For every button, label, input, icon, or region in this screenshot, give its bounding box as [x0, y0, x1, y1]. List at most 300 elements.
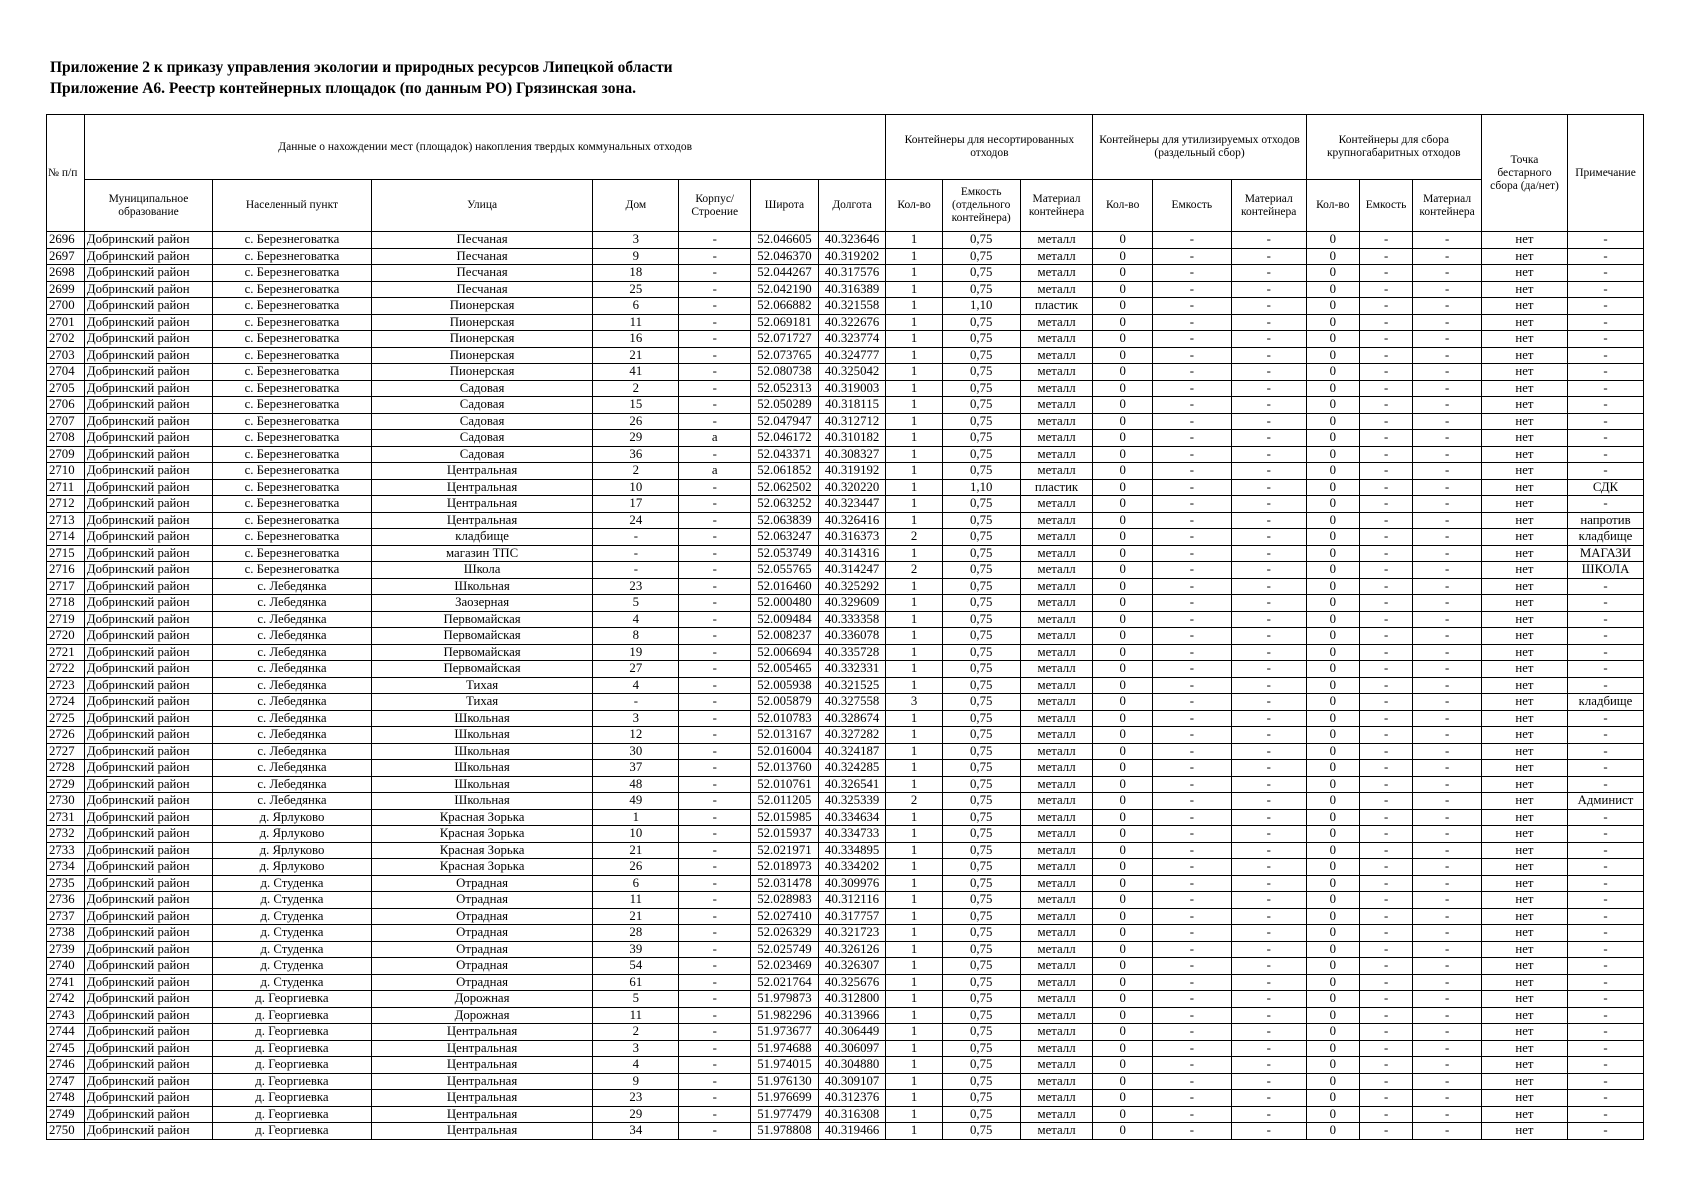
unsorted-capacity-cell: 0,75 — [942, 545, 1020, 562]
longitude-cell: 40.325292 — [818, 578, 886, 595]
bagless-cell: нет — [1481, 1106, 1567, 1123]
longitude-cell: 40.312376 — [818, 1090, 886, 1107]
recycled-material-cell: - — [1231, 380, 1306, 397]
street-cell: Первомайская — [371, 644, 592, 661]
longitude-cell: 40.332331 — [818, 661, 886, 678]
unsorted-capacity-cell: 0,75 — [942, 760, 1020, 777]
unsorted-group-header: Контейнеры для несортированных отходов — [886, 115, 1093, 180]
recycled-capacity-cell: - — [1152, 265, 1231, 282]
bagless-cell: нет — [1481, 331, 1567, 348]
house-cell: 54 — [593, 958, 679, 975]
num-cell: 2733 — [47, 842, 85, 859]
house-cell: 5 — [593, 991, 679, 1008]
building-cell: - — [679, 364, 751, 381]
municipality-cell: Добринский район — [84, 578, 212, 595]
unsorted-count-cell: 1 — [886, 413, 942, 430]
num-cell: 2732 — [47, 826, 85, 843]
building-cell: - — [679, 545, 751, 562]
unsorted-capacity-cell: 0,75 — [942, 265, 1020, 282]
bulky-count-cell: 0 — [1306, 710, 1359, 727]
unsorted-count-cell: 1 — [886, 1073, 942, 1090]
street-cell: Школьная — [371, 776, 592, 793]
bulky-material-cell: - — [1413, 248, 1482, 265]
notes-cell: - — [1568, 1073, 1644, 1090]
street-cell: Песчаная — [371, 265, 592, 282]
recycled-material-cell: - — [1231, 463, 1306, 480]
num-cell: 2730 — [47, 793, 85, 810]
recycled-capacity-cell: - — [1152, 859, 1231, 876]
bulky-material-cell: - — [1413, 776, 1482, 793]
unsorted-count-cell: 1 — [886, 1090, 942, 1107]
municipality-cell: Добринский район — [84, 1073, 212, 1090]
bulky-count-cell: 0 — [1306, 314, 1359, 331]
unsorted-count-cell: 1 — [886, 743, 942, 760]
num-cell: 2740 — [47, 958, 85, 975]
table-row — [47, 430, 1644, 447]
latitude-cell: 51.973677 — [751, 1024, 819, 1041]
notes-cell: - — [1568, 595, 1644, 612]
settlement-cell: с. Лебедянка — [213, 644, 372, 661]
longitude-cell: 40.321558 — [818, 298, 886, 315]
house-cell: 8 — [593, 628, 679, 645]
longitude-cell: 40.334895 — [818, 842, 886, 859]
unsorted-material-cell: металл — [1020, 1024, 1093, 1041]
recycled-count-cell: 0 — [1093, 314, 1152, 331]
table-row — [47, 595, 1644, 612]
building-cell: - — [679, 760, 751, 777]
street-header: Улица — [371, 180, 592, 232]
recycled-material-cell: - — [1231, 1007, 1306, 1024]
recycled-count-cell: 0 — [1093, 859, 1152, 876]
notes-cell: - — [1568, 842, 1644, 859]
house-cell: 2 — [593, 380, 679, 397]
recycled-capacity-cell: - — [1152, 512, 1231, 529]
bagless-cell: нет — [1481, 430, 1567, 447]
house-cell: - — [593, 562, 679, 579]
bagless-cell: нет — [1481, 1123, 1567, 1140]
bulky-capacity-cell: - — [1359, 347, 1412, 364]
num-cell: 2726 — [47, 727, 85, 744]
recycled-count-cell: 0 — [1093, 628, 1152, 645]
recycled-material-cell: - — [1231, 1057, 1306, 1074]
municipality-cell: Добринский район — [84, 446, 212, 463]
recycled-material-cell: - — [1231, 859, 1306, 876]
unsorted-material-cell: металл — [1020, 331, 1093, 348]
unsorted-count-cell: 1 — [886, 661, 942, 678]
recycled-count-cell: 0 — [1093, 512, 1152, 529]
street-cell: Отрадная — [371, 908, 592, 925]
recycled-capacity-cell: - — [1152, 941, 1231, 958]
bagless-cell: нет — [1481, 661, 1567, 678]
unsorted-material-cell: металл — [1020, 661, 1093, 678]
unsorted-count-cell: 1 — [886, 760, 942, 777]
house-cell: 6 — [593, 298, 679, 315]
unsorted-count-cell: 1 — [886, 1024, 942, 1041]
house-cell: 29 — [593, 1106, 679, 1123]
bulky-material-cell: - — [1413, 347, 1482, 364]
settlement-cell: д. Ярлуково — [213, 826, 372, 843]
latitude-cell: 52.021971 — [751, 842, 819, 859]
recycled-capacity-cell: - — [1152, 1106, 1231, 1123]
settlement-cell: д. Студенка — [213, 925, 372, 942]
unsorted-capacity-cell: 0,75 — [942, 611, 1020, 628]
settlement-cell: с. Лебедянка — [213, 760, 372, 777]
num-cell: 2704 — [47, 364, 85, 381]
recycled-count-cell: 0 — [1093, 1106, 1152, 1123]
bulky-count-cell: 0 — [1306, 908, 1359, 925]
latitude-cell: 52.062502 — [751, 479, 819, 496]
house-cell: - — [593, 545, 679, 562]
bulky-count-cell: 0 — [1306, 1040, 1359, 1057]
bulky-capacity-cell: - — [1359, 859, 1412, 876]
street-cell: Центральная — [371, 1123, 592, 1140]
num-cell: 2735 — [47, 875, 85, 892]
latitude-cell: 52.013760 — [751, 760, 819, 777]
recycled-material-cell: - — [1231, 892, 1306, 909]
notes-cell: СДК — [1568, 479, 1644, 496]
unsorted-material-cell: пластик — [1020, 479, 1093, 496]
table-row — [47, 661, 1644, 678]
building-cell: - — [679, 809, 751, 826]
notes-cell: - — [1568, 1090, 1644, 1107]
bulky-capacity-cell: - — [1359, 380, 1412, 397]
bulky-material-cell: - — [1413, 1040, 1482, 1057]
unsorted-capacity-cell: 0,75 — [942, 496, 1020, 513]
bulky-count-cell: 0 — [1306, 842, 1359, 859]
latitude-cell: 52.046172 — [751, 430, 819, 447]
table-row — [47, 710, 1644, 727]
unsorted-material-cell: металл — [1020, 892, 1093, 909]
street-cell: Садовая — [371, 430, 592, 447]
recycled-count-cell: 0 — [1093, 760, 1152, 777]
street-cell: Центральная — [371, 1073, 592, 1090]
house-cell: 9 — [593, 248, 679, 265]
recycled-count-cell: 0 — [1093, 1040, 1152, 1057]
recycled-capacity-cell: - — [1152, 281, 1231, 298]
street-cell: Песчаная — [371, 232, 592, 249]
municipality-cell: Добринский район — [84, 232, 212, 249]
bulky-capacity-cell: - — [1359, 1106, 1412, 1123]
house-cell: 24 — [593, 512, 679, 529]
street-cell: Первомайская — [371, 628, 592, 645]
unsorted-count-cell: 1 — [886, 512, 942, 529]
table-row — [47, 694, 1644, 711]
municipality-cell: Добринский район — [84, 859, 212, 876]
table-row — [47, 644, 1644, 661]
recycled-count-cell: 0 — [1093, 413, 1152, 430]
bulky-count-cell: 0 — [1306, 578, 1359, 595]
latitude-cell: 52.005938 — [751, 677, 819, 694]
building-cell: - — [679, 1057, 751, 1074]
building-cell: - — [679, 578, 751, 595]
table-row — [47, 463, 1644, 480]
recycled-count-cell: 0 — [1093, 1123, 1152, 1140]
municipality-cell: Добринский район — [84, 1007, 212, 1024]
bulky-material-cell: - — [1413, 859, 1482, 876]
longitude-cell: 40.334634 — [818, 809, 886, 826]
longitude-cell: 40.312712 — [818, 413, 886, 430]
municipality-cell: Добринский район — [84, 826, 212, 843]
num-cell: 2701 — [47, 314, 85, 331]
unsorted-count-cell: 1 — [886, 859, 942, 876]
street-cell: Школьная — [371, 760, 592, 777]
municipality-cell: Добринский район — [84, 809, 212, 826]
bulky-capacity-cell: - — [1359, 875, 1412, 892]
unsorted-capacity-cell: 0,75 — [942, 578, 1020, 595]
recycled-count-cell: 0 — [1093, 826, 1152, 843]
bulky-count-cell: 0 — [1306, 248, 1359, 265]
recycled-count-cell: 0 — [1093, 545, 1152, 562]
bulky-count-cell: 0 — [1306, 677, 1359, 694]
bagless-cell: нет — [1481, 628, 1567, 645]
building-cell: - — [679, 595, 751, 612]
table-row — [47, 677, 1644, 694]
notes-cell: - — [1568, 941, 1644, 958]
house-cell: 37 — [593, 760, 679, 777]
unsorted-count-cell: 1 — [886, 875, 942, 892]
bulky-capacity-cell: - — [1359, 545, 1412, 562]
unsorted-count-cell: 1 — [886, 710, 942, 727]
building-cell: - — [679, 991, 751, 1008]
bagless-cell: нет — [1481, 958, 1567, 975]
bulky-count-cell: 0 — [1306, 595, 1359, 612]
num-cell: 2749 — [47, 1106, 85, 1123]
municipality-cell: Добринский район — [84, 875, 212, 892]
bulky-material-cell: - — [1413, 1057, 1482, 1074]
municipality-cell: Добринский район — [84, 842, 212, 859]
unsorted-material-cell: металл — [1020, 248, 1093, 265]
municipality-cell: Добринский район — [84, 694, 212, 711]
table-row — [47, 925, 1644, 942]
settlement-cell: с. Лебедянка — [213, 578, 372, 595]
num-cell: 2706 — [47, 397, 85, 414]
bulky-capacity-cell: - — [1359, 611, 1412, 628]
house-cell: 23 — [593, 578, 679, 595]
recycled-material-cell: - — [1231, 776, 1306, 793]
recycled-count-cell: 0 — [1093, 232, 1152, 249]
municipality-cell: Добринский район — [84, 925, 212, 942]
latitude-cell: 52.069181 — [751, 314, 819, 331]
unsorted-capacity-cell: 0,75 — [942, 413, 1020, 430]
latitude-cell: 52.009484 — [751, 611, 819, 628]
bagless-cell: нет — [1481, 991, 1567, 1008]
latitude-cell: 51.982296 — [751, 1007, 819, 1024]
num-cell: 2710 — [47, 463, 85, 480]
recycled-count-cell: 0 — [1093, 958, 1152, 975]
latitude-cell: 52.044267 — [751, 265, 819, 282]
recycled-material-cell: - — [1231, 1073, 1306, 1090]
unsorted-material-cell: металл — [1020, 842, 1093, 859]
bulky-count-cell: 0 — [1306, 413, 1359, 430]
building-cell: - — [679, 413, 751, 430]
bagless-cell: нет — [1481, 875, 1567, 892]
settlement-cell: с. Березнеговатка — [213, 446, 372, 463]
recycled-capacity-cell: - — [1152, 397, 1231, 414]
recycled-material-cell: - — [1231, 842, 1306, 859]
settlement-cell: с. Лебедянка — [213, 694, 372, 711]
street-cell: Центральная — [371, 512, 592, 529]
longitude-cell: 40.316373 — [818, 529, 886, 546]
building-cell: - — [679, 248, 751, 265]
longitude-cell: 40.317576 — [818, 265, 886, 282]
num-cell: 2731 — [47, 809, 85, 826]
bagless-cell: нет — [1481, 892, 1567, 909]
bagless-cell: нет — [1481, 710, 1567, 727]
recycled-capacity-cell: - — [1152, 760, 1231, 777]
unsorted-count-cell: 2 — [886, 529, 942, 546]
recycled-capacity-cell: - — [1152, 578, 1231, 595]
bulky-material-cell: - — [1413, 958, 1482, 975]
latitude-cell: 52.071727 — [751, 331, 819, 348]
bulky-capacity-cell: - — [1359, 529, 1412, 546]
num-cell: 2707 — [47, 413, 85, 430]
bulky-material-cell: - — [1413, 694, 1482, 711]
unsorted-count-cell: 1 — [886, 1040, 942, 1057]
bulky-material-cell: - — [1413, 545, 1482, 562]
settlement-cell: с. Лебедянка — [213, 611, 372, 628]
latitude-cell: 52.015985 — [751, 809, 819, 826]
settlement-cell: с. Березнеговатка — [213, 512, 372, 529]
street-cell: Дорожная — [371, 991, 592, 1008]
notes-cell: - — [1568, 628, 1644, 645]
recycled-count-cell: 0 — [1093, 578, 1152, 595]
longitude-cell: 40.325339 — [818, 793, 886, 810]
num-cell: 2739 — [47, 941, 85, 958]
settlement-cell: с. Березнеговатка — [213, 562, 372, 579]
notes-cell: - — [1568, 413, 1644, 430]
table-row — [47, 248, 1644, 265]
bulky-count-cell: 0 — [1306, 760, 1359, 777]
bagless-cell: нет — [1481, 974, 1567, 991]
table-row — [47, 347, 1644, 364]
latitude-cell: 52.046605 — [751, 232, 819, 249]
building-cell: - — [679, 1090, 751, 1107]
latitude-cell: 52.061852 — [751, 463, 819, 480]
settlement-cell: с. Березнеговатка — [213, 265, 372, 282]
settlement-cell: с. Лебедянка — [213, 661, 372, 678]
unsorted-count-cell: 1 — [886, 974, 942, 991]
table-row — [47, 413, 1644, 430]
street-cell: Школьная — [371, 743, 592, 760]
longitude-cell: 40.326416 — [818, 512, 886, 529]
longitude-cell: 40.309976 — [818, 875, 886, 892]
unsorted-material-cell: металл — [1020, 776, 1093, 793]
table-row — [47, 1073, 1644, 1090]
notes-cell: - — [1568, 314, 1644, 331]
unsorted-capacity-cell: 0,75 — [942, 248, 1020, 265]
bulky-capacity-cell: - — [1359, 727, 1412, 744]
longitude-cell: 40.336078 — [818, 628, 886, 645]
bulky-count-cell: 0 — [1306, 529, 1359, 546]
settlement-cell: с. Березнеговатка — [213, 413, 372, 430]
unsorted-count-cell: 1 — [886, 958, 942, 975]
table-row — [47, 364, 1644, 381]
table-row — [47, 1040, 1644, 1057]
recycled-material-cell: - — [1231, 875, 1306, 892]
recycled-count-cell: 0 — [1093, 265, 1152, 282]
unsorted-capacity-cell: 0,75 — [942, 875, 1020, 892]
latitude-cell: 52.010783 — [751, 710, 819, 727]
title-line-2: Приложение А6. Реестр контейнерных площадок (по данным РО) Грязинская зона. — [50, 80, 636, 97]
notes-cell: - — [1568, 496, 1644, 513]
municipality-cell: Добринский район — [84, 562, 212, 579]
num-cell: 2747 — [47, 1073, 85, 1090]
num-cell: 2722 — [47, 661, 85, 678]
recycled-capacity-cell: - — [1152, 331, 1231, 348]
building-cell: - — [679, 677, 751, 694]
municipality-cell: Добринский район — [84, 281, 212, 298]
unsorted-capacity-cell: 0,75 — [942, 826, 1020, 843]
bulky-material-cell: - — [1413, 644, 1482, 661]
recycled-material-header: Материал контейнера — [1231, 180, 1306, 232]
recycled-count-cell: 0 — [1093, 1007, 1152, 1024]
bagless-cell: нет — [1481, 265, 1567, 282]
bagless-cell: нет — [1481, 842, 1567, 859]
house-cell: 1 — [593, 809, 679, 826]
latitude-cell: 52.066882 — [751, 298, 819, 315]
recycled-capacity-cell: - — [1152, 1057, 1231, 1074]
recycled-capacity-cell: - — [1152, 842, 1231, 859]
building-cell: - — [679, 892, 751, 909]
municipality-cell: Добринский район — [84, 545, 212, 562]
bulky-count-cell: 0 — [1306, 298, 1359, 315]
unsorted-count-cell: 3 — [886, 694, 942, 711]
latitude-cell: 52.046370 — [751, 248, 819, 265]
bulky-capacity-cell: - — [1359, 232, 1412, 249]
notes-cell: - — [1568, 661, 1644, 678]
unsorted-count-cell: 1 — [886, 347, 942, 364]
recycled-material-cell: - — [1231, 743, 1306, 760]
longitude-cell: 40.318115 — [818, 397, 886, 414]
municipality-cell: Добринский район — [84, 1090, 212, 1107]
longitude-cell: 40.334733 — [818, 826, 886, 843]
latitude-cell: 52.053749 — [751, 545, 819, 562]
unsorted-capacity-cell: 1,10 — [942, 298, 1020, 315]
recycled-material-cell: - — [1231, 661, 1306, 678]
house-cell: 18 — [593, 265, 679, 282]
latitude-cell: 52.006694 — [751, 644, 819, 661]
recycled-capacity-cell: - — [1152, 925, 1231, 942]
unsorted-material-cell: металл — [1020, 232, 1093, 249]
bulky-count-cell: 0 — [1306, 397, 1359, 414]
unsorted-capacity-cell: 0,75 — [942, 446, 1020, 463]
municipality-cell: Добринский район — [84, 776, 212, 793]
table-row — [47, 859, 1644, 876]
notes-cell: - — [1568, 1106, 1644, 1123]
recycled-capacity-header: Емкость — [1152, 180, 1231, 232]
building-cell: - — [679, 1024, 751, 1041]
unsorted-capacity-cell: 0,75 — [942, 842, 1020, 859]
notes-cell: МАГАЗИ — [1568, 545, 1644, 562]
bulky-count-cell: 0 — [1306, 611, 1359, 628]
table-row — [47, 232, 1644, 249]
building-cell: - — [679, 941, 751, 958]
recycled-material-cell: - — [1231, 512, 1306, 529]
longitude-cell: 40.310182 — [818, 430, 886, 447]
notes-cell: Админист — [1568, 793, 1644, 810]
street-cell: Центральная — [371, 1040, 592, 1057]
table-row — [47, 776, 1644, 793]
unsorted-count-cell: 1 — [886, 380, 942, 397]
house-cell: 48 — [593, 776, 679, 793]
unsorted-material-cell: металл — [1020, 809, 1093, 826]
latitude-cell: 52.000480 — [751, 595, 819, 612]
unsorted-material-cell: металл — [1020, 859, 1093, 876]
notes-cell: - — [1568, 677, 1644, 694]
bulky-capacity-cell: - — [1359, 661, 1412, 678]
municipality-cell: Добринский район — [84, 908, 212, 925]
unsorted-material-cell: металл — [1020, 446, 1093, 463]
